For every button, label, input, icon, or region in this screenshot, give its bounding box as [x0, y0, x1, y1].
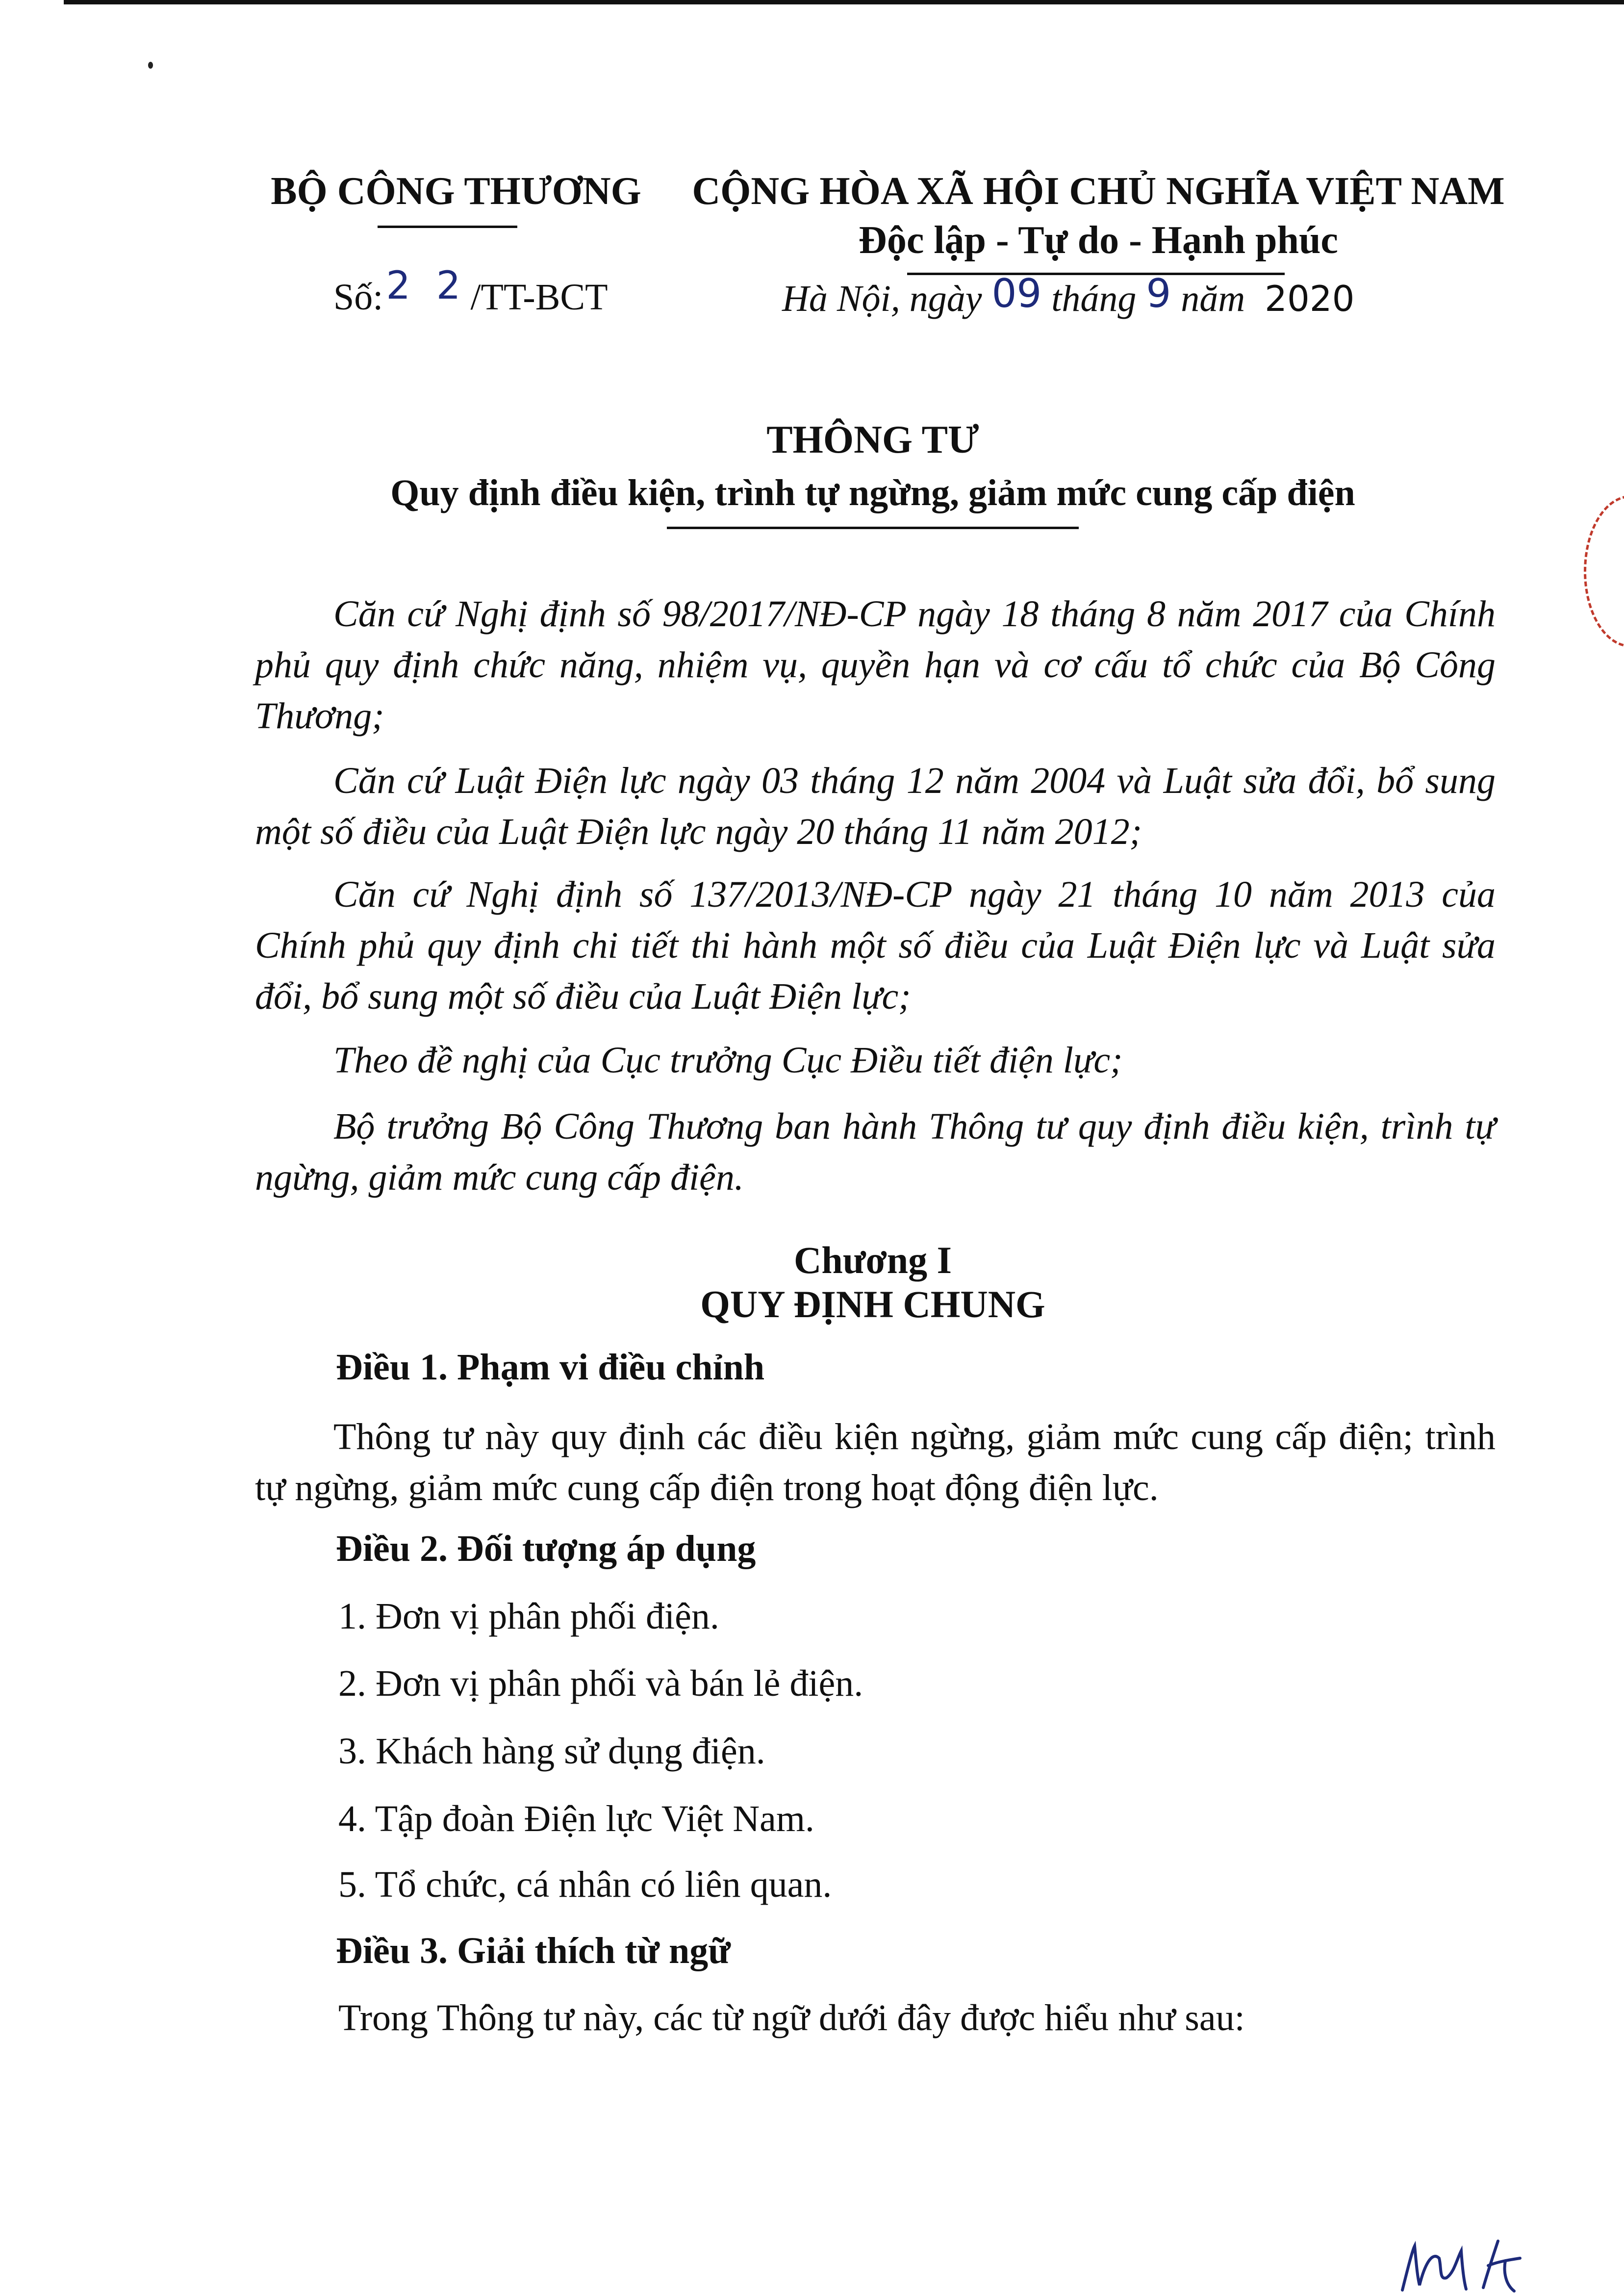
date-day-handwritten: 09 [991, 271, 1042, 316]
document-subject: Quy định điều kiện, trình tự ngừng, giảm mức cung cấp điện [390, 472, 1355, 513]
ministry-underline [378, 226, 517, 228]
article-2-item-3: 3. Khách hàng sử dụng điện. [338, 1731, 765, 1772]
document-type: THÔNG TƯ [766, 418, 979, 461]
article-2-item-1: 1. Đơn vị phân phối điện. [338, 1596, 719, 1637]
date-year: 2020 [1265, 278, 1355, 319]
handwritten-initials-icon [1393, 2231, 1540, 2294]
date-month-handwritten: 9 [1146, 271, 1171, 316]
red-seal-icon [1584, 495, 1624, 647]
article-3-heading: Điều 3. Giải thích từ ngữ [336, 1930, 731, 1971]
scan-speck [148, 62, 153, 69]
subject-underline [667, 527, 1079, 529]
preamble-basis-3: Căn cứ Nghị định số 137/2013/NĐ-CP ngày 21 tháng 10 năm 2013 của Chính phủ quy định chi tiết thi hành một số điều của Luật Điện lực và Luật sửa đổi, bổ sung một số điều của Luật Điện lực; [255, 874, 1496, 1017]
article-2-heading: Điều 2. Đối tượng áp dụng [336, 1528, 756, 1569]
article-2-item-5: 5. Tổ chức, cá nhân có liên quan. [338, 1864, 832, 1905]
article-2-item-2: 2. Đơn vị phân phối và bán lẻ điện. [338, 1663, 863, 1704]
preamble-enactment: Bộ trưởng Bộ Công Thương ban hành Thông tư quy định điều kiện, trình tự ngừng, giảm mức cung cấp điện. [255, 1106, 1496, 1198]
preamble-basis-1: Căn cứ Nghị định số 98/2017/NĐ-CP ngày 18 tháng 8 năm 2017 của Chính phủ quy định chức năng, nhiệm vụ, quyền hạn và cơ cấu tổ chức của Bộ Công Thương; [255, 593, 1496, 737]
article-2-item-4: 4. Tập đoàn Điện lực Việt Nam. [338, 1798, 814, 1839]
article-1-body: Thông tư này quy định các điều kiện ngừng, giảm mức cung cấp điện; trình tự ngừng, giảm mức cung cấp điện trong hoạt động điện lực. [255, 1416, 1496, 1508]
chapter-number: Chương I [794, 1239, 952, 1281]
article-1-heading: Điều 1. Phạm vi điều chỉnh [336, 1347, 765, 1388]
document-number-handwritten: 2 2 [386, 264, 468, 308]
document-number [333, 264, 608, 319]
document-number-suffix: /TT-BCT [470, 277, 608, 318]
date-place-prefix: Hà Nội, ngày [782, 278, 982, 319]
country-name: CỘNG HÒA XÃ HỘI CHỦ NGHĨA VIỆT NAM [692, 170, 1505, 213]
document-number-prefix: Số: [333, 277, 383, 318]
issue-date [782, 271, 1355, 320]
date-month-label: tháng [1051, 278, 1137, 319]
preamble-basis-2: Căn cứ Luật Điện lực ngày 03 tháng 12 năm 2004 và Luật sửa đổi, bổ sung một số điều của Luật Điện lực ngày 20 tháng 11 năm 2012; [255, 760, 1496, 852]
date-year-label: năm [1181, 278, 1245, 319]
chapter-title: QUY ĐỊNH CHUNG [700, 1283, 1045, 1325]
article-3-body: Trong Thông tư này, các từ ngữ dưới đây được hiểu như sau: [338, 1997, 1245, 2039]
national-motto: Độc lập - Tự do - Hạnh phúc [859, 219, 1338, 262]
preamble-proposal: Theo đề nghị của Cục trưởng Cục Điều tiết điện lực; [333, 1040, 1123, 1081]
scan-top-border [64, 0, 1624, 4]
ministry-name: BỘ CÔNG THƯƠNG [271, 170, 641, 213]
